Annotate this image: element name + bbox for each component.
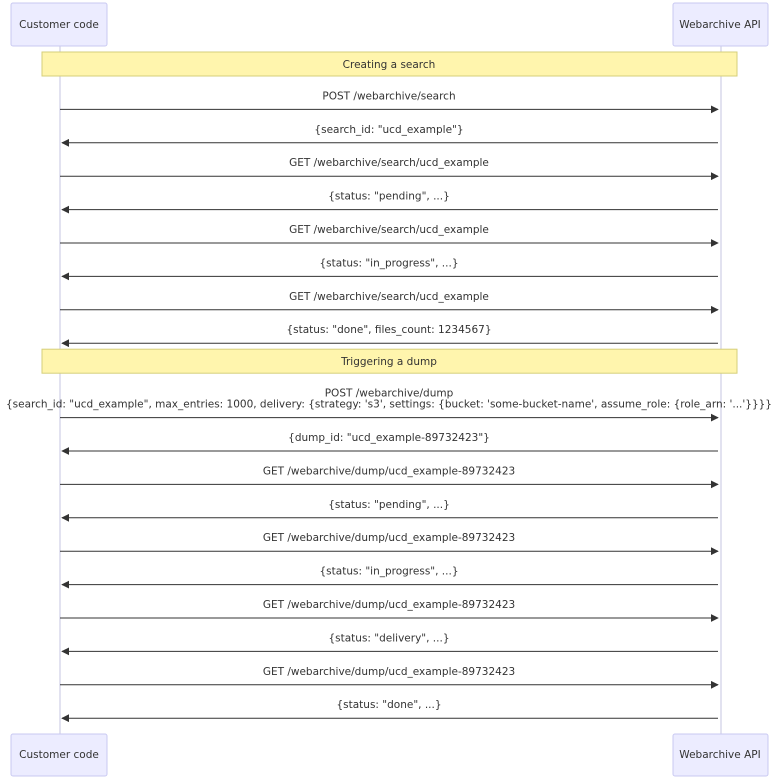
message-label: {status: "in_progress", ...} (319, 565, 459, 578)
actor-webarchive-api-bottom (673, 734, 768, 776)
message-label: GET /webarchive/dump/ucd_example-89732423 (262, 665, 516, 678)
request-message (60, 532, 718, 551)
message-label: {status: "pending", ...} (328, 190, 450, 203)
message-label: {status: "done", files_count: 1234567} (286, 324, 492, 337)
note-2 (42, 349, 737, 373)
actor-label: Customer code (19, 19, 99, 31)
response-message (62, 432, 718, 451)
message-label: GET /webarchive/dump/ucd_example-89732423 (262, 599, 516, 611)
response-message (62, 191, 718, 210)
message-label: GET /webarchive/dump/ucd_example-89732423 (262, 465, 516, 478)
request-message (60, 465, 718, 484)
actor-label: Webarchive API (679, 749, 761, 761)
request-message (6, 388, 772, 418)
response-message (62, 699, 718, 718)
request-message (60, 291, 718, 310)
message-label: POST /webarchive/dump (324, 387, 454, 400)
message-label: GET /webarchive/search/ucd_example (289, 224, 489, 236)
message-label: {status: "done", ...} (336, 699, 442, 712)
diagram-content (6, 52, 772, 718)
actor-customer-code-top (11, 3, 107, 46)
message-label: {status: "pending", ...} (328, 498, 450, 511)
response-message (62, 257, 718, 276)
message-label: {search_id: "ucd_example", max_entries: 1000, delivery: {strategy: 's3', settings: {bucket: 'some-bucket-name', assume_role: {role_arn: '...'}}}} (6, 398, 772, 411)
message-label: {dump_id: "ucd_example-89732423"} (288, 432, 490, 444)
request-message (60, 599, 718, 618)
note-1 (42, 52, 737, 76)
request-message (60, 224, 718, 243)
message-label: GET /webarchive/search/ucd_example (289, 290, 489, 303)
response-message (62, 632, 718, 651)
message-label: GET /webarchive/dump/ucd_example-89732423 (262, 532, 516, 545)
request-message (60, 157, 718, 176)
actor-label: Webarchive API (679, 19, 761, 31)
request-message (60, 666, 718, 685)
actor-label: Customer code (19, 749, 99, 761)
message-label: POST /webarchive/search (322, 90, 456, 103)
response-message (62, 566, 718, 585)
actor-webarchive-api-top (673, 3, 768, 46)
response-message (62, 499, 718, 518)
note-text: Triggering a dump (341, 356, 437, 369)
response-message (62, 124, 718, 143)
request-message (60, 90, 718, 109)
message-label: GET /webarchive/search/ucd_example (289, 157, 489, 170)
response-message (62, 324, 718, 343)
note-text: Creating a search (342, 59, 436, 71)
message-label: {status: "delivery", ...} (328, 632, 450, 645)
message-label: {search_id: "ucd_example"} (314, 123, 464, 136)
message-label: {status: "in_progress", ...} (319, 257, 459, 270)
actor-customer-code-bottom (11, 734, 107, 776)
